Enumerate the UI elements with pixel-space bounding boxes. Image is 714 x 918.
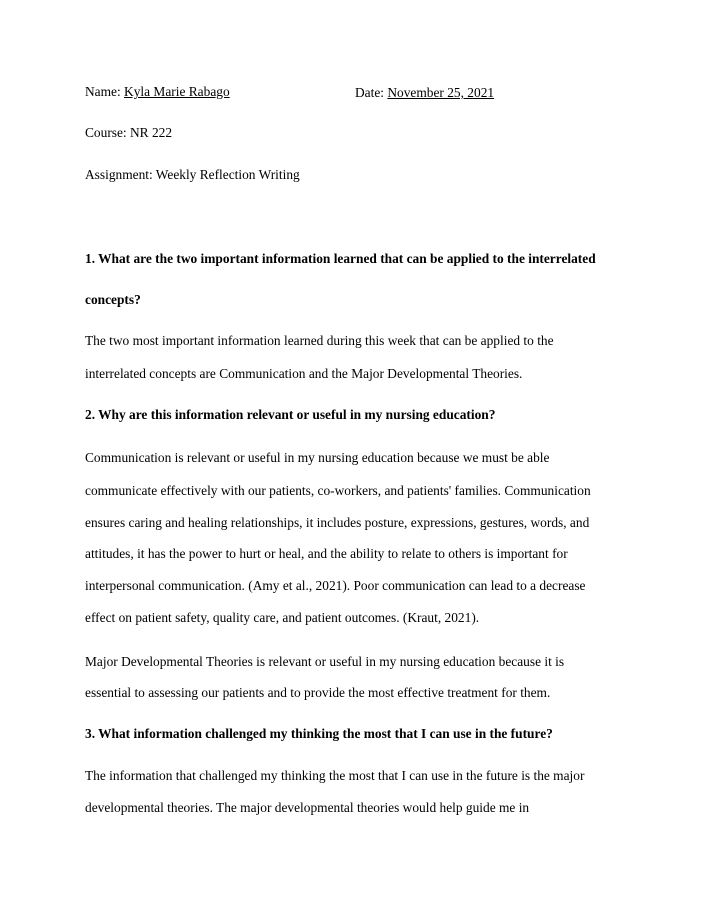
question-2: 2. Why are this information relevant or useful in my nursing education? [85,407,496,422]
date-value: November 25, 2021 [387,85,495,100]
date-label: Date: [355,85,388,100]
answer-2b-line-2: essential to assessing our patients and to provide the most effective treatment for them. [85,685,551,700]
name-value: Kyla Marie Rabago [124,84,230,99]
question-1-line-1: 1. What are the two important information learned that can be applied to the interrelated [85,251,596,266]
answer-2-line-1: Communication is relevant or useful in my nursing education because we must be able [85,450,550,465]
answer-2-line-5: interpersonal communication. (Amy et al., 2021). Poor communication can lead to a decrease [85,578,586,593]
answer-1-line-1: The two most important information learned during this week that can be applied to the [85,333,554,348]
assignment-line: Assignment: Weekly Reflection Writing [85,167,300,182]
answer-2b-line-1: Major Developmental Theories is relevant or useful in my nursing education because it is [85,654,565,669]
answer-2-line-2: communicate effectively with our patients, co-workers, and patients' families. Communication [85,483,591,498]
answer-3-line-2: developmental theories. The major developmental theories would help guide me in [85,800,530,815]
answer-3-line-1: The information that challenged my thinking the most that I can use in the future is the major [85,768,585,783]
answer-2-line-4: attitudes, it has the power to hurt or heal, and the ability to relate to others is important for [85,546,568,561]
name-label: Name: [85,84,125,99]
answer-2-line-6: effect on patient safety, quality care, and patient outcomes. (Kraut, 2021). [85,610,480,625]
name-line [85,85,230,98]
date-line [355,85,494,101]
question-1-line-2: concepts? [85,292,141,307]
course-line: Course: NR 222 [85,125,173,140]
question-3: 3. What information challenged my thinking the most that I can use in the future? [85,726,553,741]
answer-2-line-3: ensures caring and healing relationships, it includes posture, expressions, gestures, words, and [85,515,590,530]
answer-1-line-2: interrelated concepts are Communication and the Major Developmental Theories. [85,366,523,381]
